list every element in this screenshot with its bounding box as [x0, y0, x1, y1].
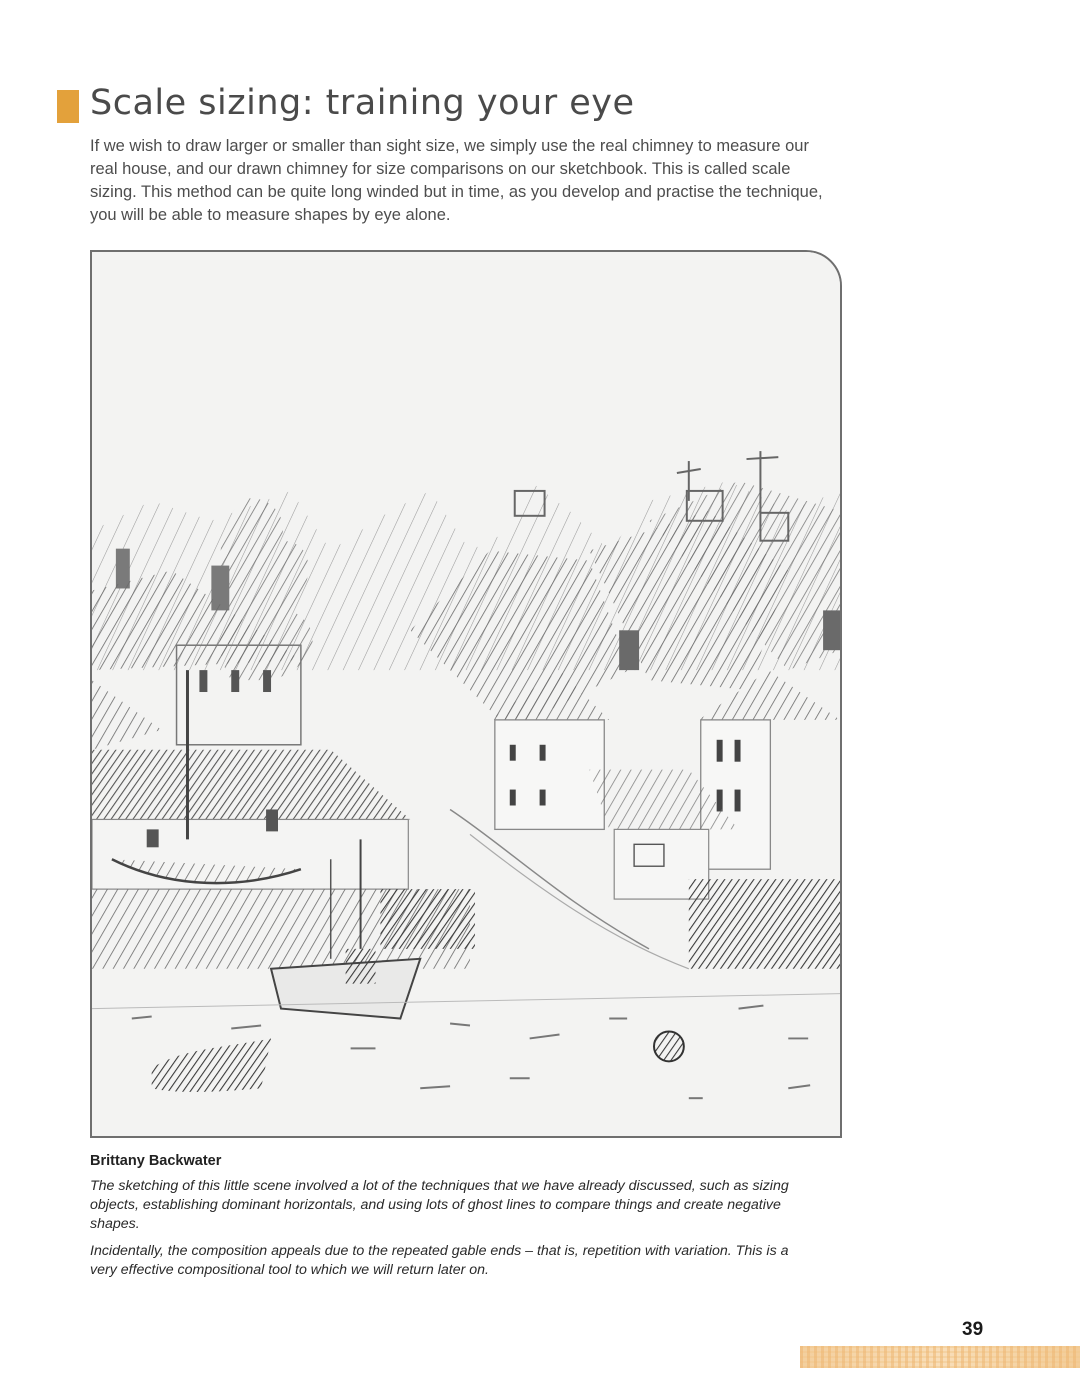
- footer-decorative-texture: [800, 1346, 1080, 1368]
- pencil-sketch-figure: [90, 250, 842, 1138]
- figure-caption-title: Brittany Backwater: [90, 1153, 222, 1169]
- page-title: Scale sizing: training your eye: [90, 83, 635, 123]
- heading-accent-marker: [57, 90, 79, 123]
- intro-paragraph: If we wish to draw larger or smaller than sight size, we simply use the real chimney to measure our real house, and our drawn chimney for size comparisons on our sketchbook. This is called scale sizing. This method can be quite long winded but in time, as you develop and practise the technique, you will be able to measure shapes by eye alone.: [90, 137, 823, 224]
- harbour-village-sketch: [92, 252, 840, 1136]
- figure-caption-paragraph: The sketching of this little scene involved a lot of the techniques that we have already discussed, such as sizing objects, establishing dominant horizontals, and using lots of ghost lines to compare things and create negative shapes.: [90, 1178, 789, 1232]
- figure-caption-paragraph: Incidentally, the composition appeals due to the repeated gable ends – that is, repetition with variation. This is a very effective compositional tool to which we will return later on.: [90, 1243, 789, 1278]
- page-number: 39: [962, 1319, 984, 1340]
